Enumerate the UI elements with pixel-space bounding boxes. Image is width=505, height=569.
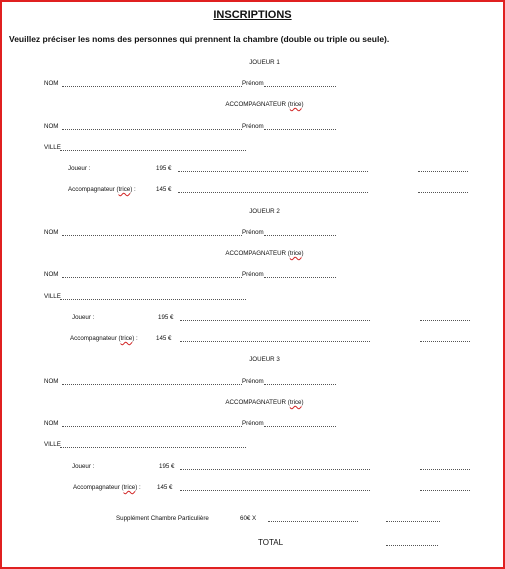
accomp-row-label: Accompagnateur (trice) : bbox=[73, 484, 141, 491]
prenom-label: Prénom bbox=[242, 229, 264, 236]
accompagnateur-heading: ACCOMPAGNATEUR (trice) bbox=[225, 250, 304, 257]
supplement-price: 60€ X bbox=[240, 515, 257, 522]
section-1-accomp-subtotal-field[interactable] bbox=[418, 192, 468, 193]
joueur-3-nom-field[interactable] bbox=[62, 384, 242, 385]
section-3-joueur-subtotal-field[interactable] bbox=[420, 469, 470, 470]
section-1-joueur-subtotal-field[interactable] bbox=[418, 171, 468, 172]
accomp-2-nom-field[interactable] bbox=[62, 277, 242, 278]
ville-label: VILLE bbox=[44, 144, 61, 151]
accompagnateur-heading: ACCOMPAGNATEUR (trice) bbox=[225, 399, 304, 406]
accomp-price: 145 € bbox=[156, 335, 172, 342]
prenom-label: Prénom bbox=[242, 123, 264, 130]
prenom-label: Prénom bbox=[242, 271, 264, 278]
section-1-ville-field[interactable] bbox=[60, 150, 246, 151]
total-field[interactable] bbox=[386, 545, 438, 546]
section-3-ville-field[interactable] bbox=[60, 447, 246, 448]
joueur-2-prenom-field[interactable] bbox=[264, 235, 336, 236]
page-title: INSCRIPTIONS bbox=[213, 9, 292, 21]
section-1-accomp-amount-field[interactable] bbox=[178, 192, 368, 193]
prenom-label: Prénom bbox=[242, 80, 264, 87]
ville-label: VILLE bbox=[44, 293, 61, 300]
section-heading: JOUEUR 2 bbox=[249, 208, 280, 215]
accompagnateur-heading: ACCOMPAGNATEUR (trice) bbox=[225, 101, 304, 108]
nom-label: NOM bbox=[44, 123, 59, 130]
section-2-joueur-subtotal-field[interactable] bbox=[420, 320, 470, 321]
nom-label: NOM bbox=[44, 80, 59, 87]
nom-label: NOM bbox=[44, 420, 59, 427]
intro-text: Veuillez préciser les noms des personnes qui prennent la chambre (double ou triple ou seule). bbox=[9, 34, 390, 44]
supplement-label: Supplément Chambre Particulière bbox=[116, 515, 209, 522]
prenom-label: Prénom bbox=[242, 378, 264, 385]
accomp-3-prenom-field[interactable] bbox=[264, 426, 336, 427]
joueur-price: 195 € bbox=[156, 165, 172, 172]
joueur-price: 195 € bbox=[158, 314, 174, 321]
section-3-accomp-amount-field[interactable] bbox=[180, 490, 370, 491]
joueur-price: 195 € bbox=[159, 463, 175, 470]
accomp-2-prenom-field[interactable] bbox=[264, 277, 336, 278]
section-heading: JOUEUR 3 bbox=[249, 356, 280, 363]
joueur-row-label: Joueur : bbox=[72, 314, 95, 321]
section-2-accomp-subtotal-field[interactable] bbox=[420, 341, 470, 342]
supplement-quantity-field[interactable] bbox=[268, 521, 358, 522]
accomp-3-nom-field[interactable] bbox=[62, 426, 242, 427]
joueur-row-label: Joueur : bbox=[72, 463, 95, 470]
section-1-joueur-amount-field[interactable] bbox=[178, 171, 368, 172]
accomp-price: 145 € bbox=[156, 186, 172, 193]
accomp-1-prenom-field[interactable] bbox=[264, 129, 336, 130]
accomp-row-label: Accompagnateur (trice) : bbox=[70, 335, 138, 342]
nom-label: NOM bbox=[44, 271, 59, 278]
accomp-1-nom-field[interactable] bbox=[62, 129, 242, 130]
nom-label: NOM bbox=[44, 378, 59, 385]
joueur-1-prenom-field[interactable] bbox=[264, 86, 336, 87]
total-label: TOTAL bbox=[258, 538, 284, 547]
section-heading: JOUEUR 1 bbox=[249, 59, 280, 66]
section-2-accomp-amount-field[interactable] bbox=[180, 341, 370, 342]
section-2-joueur-amount-field[interactable] bbox=[180, 320, 370, 321]
section-2-ville-field[interactable] bbox=[60, 299, 246, 300]
ville-label: VILLE bbox=[44, 441, 61, 448]
section-3-accomp-subtotal-field[interactable] bbox=[420, 490, 470, 491]
section-3-joueur-amount-field[interactable] bbox=[180, 469, 370, 470]
joueur-row-label: Joueur : bbox=[68, 165, 91, 172]
supplement-subtotal-field[interactable] bbox=[386, 521, 440, 522]
prenom-label: Prénom bbox=[242, 420, 264, 427]
joueur-2-nom-field[interactable] bbox=[62, 235, 242, 236]
accomp-row-label: Accompagnateur (trice) : bbox=[68, 186, 136, 193]
joueur-1-nom-field[interactable] bbox=[62, 86, 242, 87]
nom-label: NOM bbox=[44, 229, 59, 236]
joueur-3-prenom-field[interactable] bbox=[264, 384, 336, 385]
accomp-price: 145 € bbox=[157, 484, 173, 491]
